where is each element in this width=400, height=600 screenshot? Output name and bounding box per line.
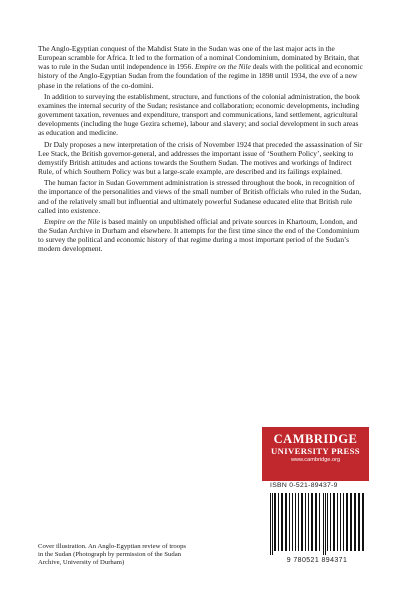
blurb-paragraph-3: Dr Daly proposes a new interpretation of the crisis of November 1924 that preceded the assassination of Sir Lee Stack, the British governor-general, and addresses the important issue of ‘Southern Policy’, seeking to demystify British attitudes and actions towards the Southern Sudan. The motives and workings of Indirect Rule, of which Southern Policy was but a large-scale example, are described and its failings explained. [38,139,363,177]
book-title-italic: Empire on the Nile [44,216,100,226]
barcode-bar [333,493,335,551]
barcode-bar [298,493,299,551]
barcode-bar [319,493,320,551]
barcode-bar [346,493,348,551]
barcode-bar [337,493,338,551]
barcode-bar [340,493,341,551]
barcode-bar [292,493,293,551]
barcode-bar [301,493,303,551]
blurb-paragraph-1: The Anglo-Egyptian conquest of the Mahdist State in the Sudan was one of the last major acts in the European scramble for Africa. It led to the formation of a nominal Condominium, dominated by Britain, that was to rule in the Sudan until independence in 1956. Empire on the Nile deals with the political and economic history of the Anglo-Egyptian Sudan from the foundation of the regime in 1898 until 1934, the eve of a new phase in the relations of the co-domini. [38,44,363,90]
cover-illustration-caption: Cover illustration. An Anglo-Egyptian review of troops in the Sudan (Photograph by permission of the Sudan Archive, University of Durham) [38,543,187,567]
barcode-bar [362,493,364,551]
barcode-bar [278,493,279,551]
publisher-press: UNIVERSITY PRESS [271,446,360,456]
barcode-bar [330,493,331,551]
blurb-paragraph-4: The human factor in Sudan Government administration is stressed throughout the book, in recognition of the importance of the personalities and views of the small number of British officials who ruled in the Sudan, and of the relatively small but influential and ultimately powerful Sudanese educated elite that British rule called into existence. [38,178,362,215]
barcode-bar [272,493,273,555]
barcode-bar [289,493,290,551]
publisher-name: CAMBRIDGE [273,432,358,446]
barcode-bar [350,493,352,551]
barcode-bar [295,493,296,551]
barcode-bar [281,493,283,551]
publisher-logo-block [262,427,369,481]
back-cover-blurb [38,44,364,253]
barcode-bar [270,493,271,555]
barcode-bar [327,493,328,551]
book-title-italic: Empire on the Nile [195,62,251,72]
barcode-bar [305,493,306,551]
publisher-url: www.cambridge.org [290,457,341,463]
barcode-bar [285,493,287,551]
blurb-paragraph-5: Empire on the Nile is based mainly on unpublished official and private sources in Khartoum, London, and the Sudan Archive in Durham and elsewhere. It attempts for the first time since the end of the Condominium to survey the political and economic history of that regime during a most important period of the Sudan’s modern development. [38,216,360,254]
barcode-bar [343,493,344,551]
barcode-digits: 9 780521 894371 [286,557,348,564]
barcode-bar [325,493,326,555]
barcode-bar [308,493,309,551]
barcode-bar [323,493,324,555]
barcode-bar [354,493,356,551]
barcode-bar [311,493,313,551]
barcode-bar [274,493,276,551]
blurb-paragraph-2: In addition to surveying the establishment, structure, and functions of the colonial administration, the book examines the internal security of the Sudan; resistance and collaboration; economic developments, including government taxation, revenues and expenditure, transport and communications, land settlement, agricultural developments (including the huge Gezira scheme), labour and slavery; and social development in such areas as education and medicine. [38,91,360,138]
barcode-bar [315,493,317,551]
isbn-label: ISBN 0-521-89437-9 [270,482,338,489]
barcode-bars [268,493,366,557]
barcode-bar [358,493,360,551]
barcode [264,491,370,569]
